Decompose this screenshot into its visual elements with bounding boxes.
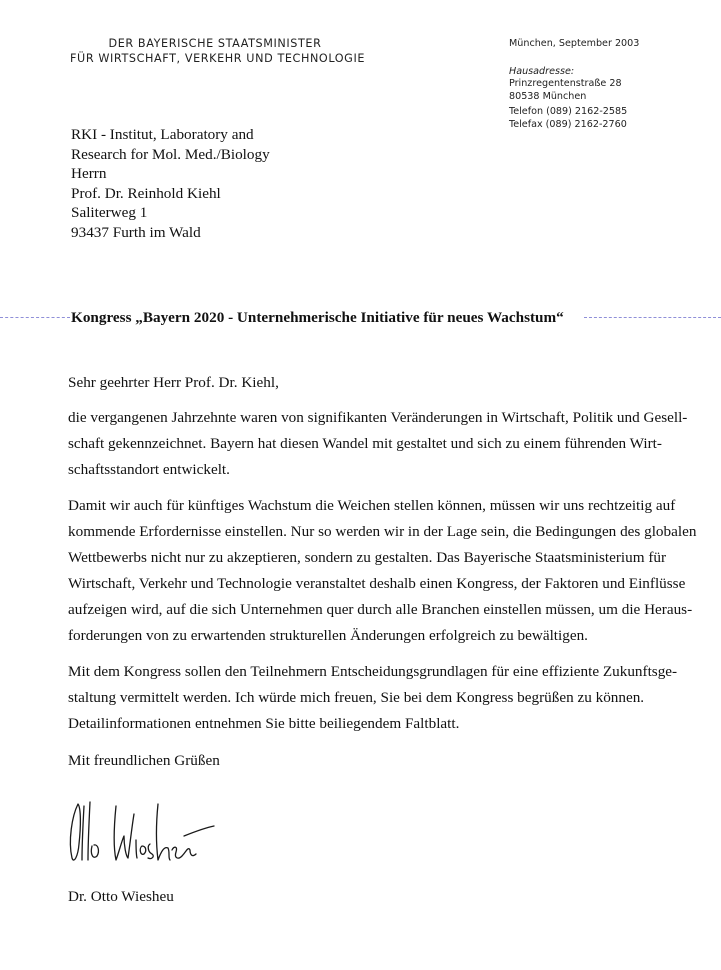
- ministry-line-1: DER BAYERISCHE STAATSMINISTER: [108, 37, 322, 50]
- paragraph-line: die vergangenen Jahrzehnte waren von signifikanten Veränderungen in Wirtschaft, Politik und Gesell-: [68, 409, 688, 426]
- recipient-line: Research for Mol. Med./Biology: [71, 145, 270, 163]
- handwritten-signature: [64, 796, 224, 866]
- recipient-line: Prof. Dr. Reinhold Kiehl: [71, 184, 221, 202]
- closing: Mit freundlichen Grüßen: [68, 752, 220, 769]
- recipient-line: 93437 Furth im Wald: [71, 223, 201, 241]
- ministry-letterhead: [70, 36, 366, 66]
- paragraph-line: aufzeigen wird, auf die sich Unternehmen quer durch alle Branchen einstellen müssen, um die Heraus-: [68, 601, 693, 618]
- paragraph-3: [68, 659, 678, 737]
- fold-mark-right: [584, 317, 721, 318]
- paragraph-line: forderungen von zu erwartenden strukturellen Änderungen erfolgreich zu bewältigen.: [68, 627, 588, 644]
- fold-mark-left: [0, 317, 70, 318]
- paragraph-line: schaftsstandort entwickelt.: [68, 461, 230, 478]
- salutation: Sehr geehrter Herr Prof. Dr. Kiehl,: [68, 374, 279, 391]
- address-label: Hausadresse:: [509, 65, 575, 77]
- sender-phone: Telefon (089) 2162-2585: [509, 106, 628, 117]
- recipient-line: Herrn: [71, 165, 107, 182]
- paragraph-line: staltung vermittelt werden. Ich würde mich freuen, Sie bei dem Kongress begrüßen zu können.: [68, 689, 645, 706]
- recipient-line: RKI - Institut, Laboratory and: [71, 126, 254, 143]
- paragraph-line: Wettbewerbs nicht nur zu akzeptieren, sondern zu gestalten. Das Bayerische Staatsministerium für: [68, 549, 667, 566]
- paragraph-line: kommende Erfordernisse einstellen. Nur so werden wir in der Lage sein, die Bedingungen des globalen: [68, 523, 697, 540]
- paragraph-line: Damit wir auch für künftiges Wachstum die Weichen stellen können, müssen wir uns rechtzeitig auf: [68, 497, 676, 514]
- subject-line: Kongress „Bayern 2020 - Unternehmerische Initiative für neues Wachstum“: [71, 309, 564, 326]
- signer-name: Dr. Otto Wiesheu: [68, 888, 174, 905]
- sender-city: 80538 München: [509, 90, 587, 102]
- ministry-line-2: FÜR WIRTSCHAFT, VERKEHR UND TECHNOLOGIE: [70, 52, 366, 65]
- paragraph-2: [68, 493, 697, 649]
- place-date: München, September 2003: [509, 38, 640, 49]
- sender-info: [509, 38, 639, 131]
- paragraph-line: Mit dem Kongress sollen den Teilnehmern Entscheidungsgrundlagen für eine effiziente Zukunftsge-: [68, 663, 678, 680]
- sender-fax: Telefax (089) 2162-2760: [509, 118, 627, 130]
- paragraph-line: Wirtschaft, Verkehr und Technologie veranstaltet deshalb einen Kongress, der Faktoren und Einflüsse: [68, 575, 686, 592]
- sender-street: Prinzregentenstraße 28: [509, 78, 622, 89]
- recipient-line: Saliterweg 1: [71, 204, 148, 221]
- paragraph-1: [68, 405, 688, 483]
- recipient-address: [71, 125, 270, 242]
- paragraph-line: schaft gekennzeichnet. Bayern hat diesen Wandel mit gestaltet und sich zu einem führenden Wirt-: [68, 435, 662, 452]
- paragraph-line: Detailinformationen entnehmen Sie bitte beiliegendem Faltblatt.: [68, 715, 460, 732]
